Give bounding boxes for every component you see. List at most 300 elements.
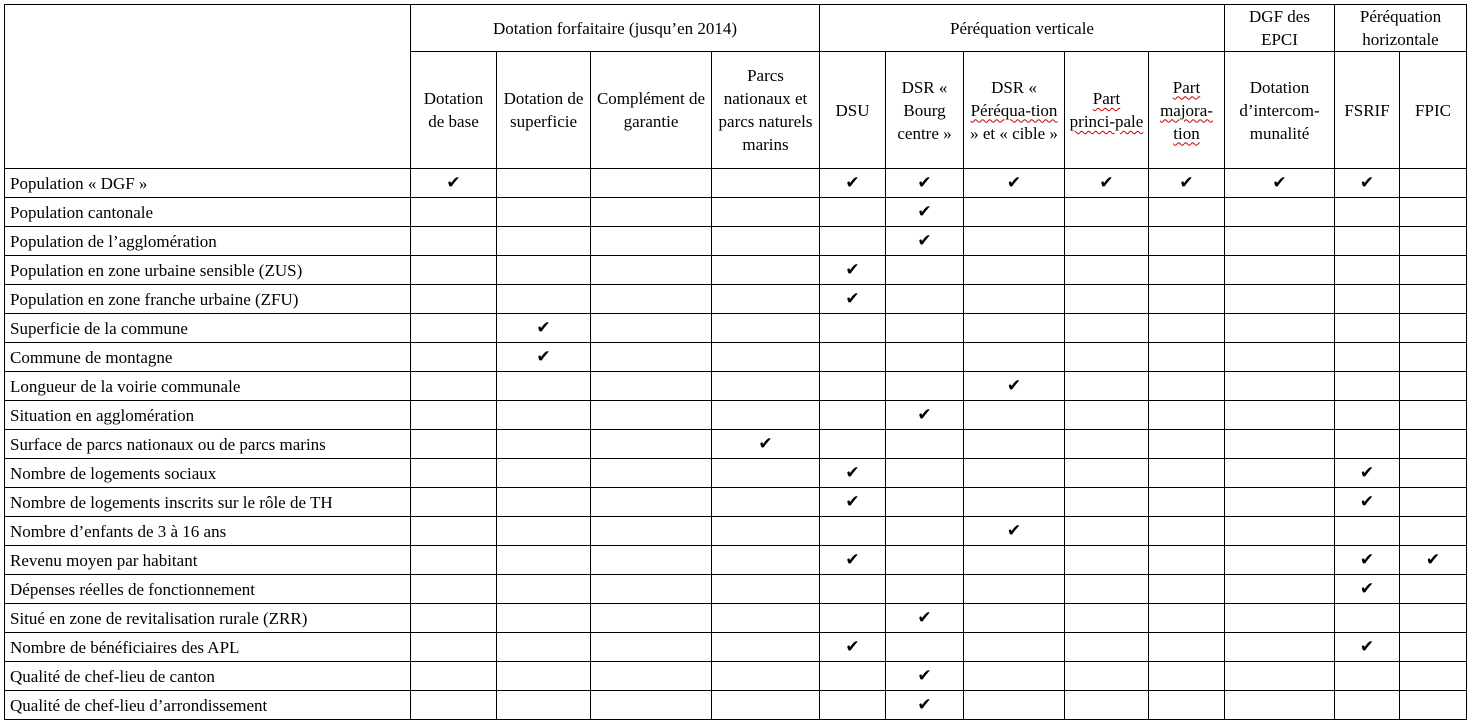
table-cell	[1065, 517, 1149, 546]
check-icon: ✔	[1359, 173, 1375, 193]
table-cell	[1149, 198, 1225, 227]
table-cell	[1225, 546, 1335, 575]
table-cell	[712, 459, 820, 488]
table-row	[5, 633, 1467, 662]
table-row	[5, 372, 1467, 401]
table-cell	[964, 169, 1065, 198]
table-cell	[820, 517, 886, 546]
table-cell	[1149, 430, 1225, 459]
table-cell	[591, 169, 712, 198]
group-header-perequation-verticale: Péréquation verticale	[820, 5, 1225, 52]
table-cell	[1335, 198, 1400, 227]
table-cell	[712, 662, 820, 691]
table-cell	[411, 372, 497, 401]
table-cell	[1149, 256, 1225, 285]
check-icon: ✔	[1359, 463, 1375, 483]
check-icon: ✔	[1425, 550, 1441, 570]
table-cell	[964, 546, 1065, 575]
table-cell	[886, 604, 964, 633]
table-cell	[1149, 372, 1225, 401]
table-cell	[712, 633, 820, 662]
table-cell	[1400, 488, 1467, 517]
table-cell	[1065, 169, 1149, 198]
table-cell	[1400, 691, 1467, 720]
table-cell	[820, 343, 886, 372]
table-cell	[820, 227, 886, 256]
table-cell	[591, 256, 712, 285]
table-cell	[591, 343, 712, 372]
table-cell	[820, 488, 886, 517]
table-cell	[1225, 256, 1335, 285]
table-cell	[1149, 633, 1225, 662]
table-cell	[497, 285, 591, 314]
table-cell	[964, 575, 1065, 604]
row-label: Revenu moyen par habitant	[5, 546, 411, 575]
table-cell	[1335, 314, 1400, 343]
table-cell	[712, 488, 820, 517]
table-cell	[591, 488, 712, 517]
table-cell	[820, 372, 886, 401]
table-cell	[1400, 256, 1467, 285]
table-cell	[886, 256, 964, 285]
column-header-dsr-bourg-centre: DSR « Bourg centre »	[886, 52, 964, 169]
table-cell	[886, 314, 964, 343]
table-cell	[820, 314, 886, 343]
table-cell	[886, 430, 964, 459]
table-cell	[1225, 314, 1335, 343]
table-row	[5, 662, 1467, 691]
check-icon: ✔	[845, 289, 860, 309]
table-cell	[1335, 169, 1400, 198]
table-cell	[1225, 198, 1335, 227]
table-cell	[1149, 169, 1225, 198]
table-cell	[886, 517, 964, 546]
table-cell	[411, 227, 497, 256]
table-cell	[1065, 285, 1149, 314]
row-label: Situé en zone de revitalisation rurale (ZRR)	[5, 604, 411, 633]
column-header-dotation-intercommunalite: Dotation d’intercom-munalité	[1225, 52, 1335, 169]
check-icon: ✔	[1359, 550, 1375, 570]
table-row	[5, 256, 1467, 285]
table-cell	[1400, 546, 1467, 575]
table-cell	[591, 517, 712, 546]
table-cell	[1400, 401, 1467, 430]
table-cell	[886, 169, 964, 198]
table-cell	[497, 430, 591, 459]
table-cell	[591, 633, 712, 662]
table-cell	[1225, 517, 1335, 546]
table-cell	[1065, 546, 1149, 575]
check-icon: ✔	[845, 637, 860, 657]
row-label: Commune de montagne	[5, 343, 411, 372]
table-cell	[1400, 459, 1467, 488]
table-row	[5, 459, 1467, 488]
table-cell	[497, 459, 591, 488]
row-label: Population en zone franche urbaine (ZFU)	[5, 285, 411, 314]
table-cell	[712, 227, 820, 256]
check-icon: ✔	[917, 666, 932, 686]
table-row	[5, 227, 1467, 256]
table-cell	[497, 604, 591, 633]
table-cell	[1225, 633, 1335, 662]
table-cell	[1225, 169, 1335, 198]
table-cell	[1335, 256, 1400, 285]
row-label: Qualité de chef-lieu d’arrondissement	[5, 691, 411, 720]
check-icon: ✔	[758, 434, 773, 454]
row-label: Population « DGF »	[5, 169, 411, 198]
table-cell	[497, 169, 591, 198]
table-cell	[1065, 633, 1149, 662]
table-cell	[964, 314, 1065, 343]
table-row	[5, 488, 1467, 517]
table-cell	[886, 575, 964, 604]
row-label: Longueur de la voirie communale	[5, 372, 411, 401]
table-cell	[964, 430, 1065, 459]
table-cell	[1225, 691, 1335, 720]
table-cell	[1149, 517, 1225, 546]
column-header-fsrif: FSRIF	[1335, 52, 1400, 169]
check-icon: ✔	[917, 405, 932, 425]
row-label: Population cantonale	[5, 198, 411, 227]
table-cell	[1225, 575, 1335, 604]
table-cell	[1335, 401, 1400, 430]
table-cell	[1149, 401, 1225, 430]
table-cell	[411, 198, 497, 227]
table-cell	[1149, 227, 1225, 256]
table-cell	[591, 604, 712, 633]
table-row	[5, 691, 1467, 720]
check-icon: ✔	[1272, 173, 1287, 193]
table-cell	[1335, 575, 1400, 604]
table-cell	[497, 227, 591, 256]
table-cell	[886, 546, 964, 575]
table-row	[5, 343, 1467, 372]
table-cell	[1335, 430, 1400, 459]
table-cell	[712, 256, 820, 285]
table-cell	[411, 169, 497, 198]
group-header-dotation-forfaitaire: Dotation forfaitaire (jusqu’en 2014)	[411, 5, 820, 52]
table-cell	[1335, 517, 1400, 546]
check-icon: ✔	[1359, 492, 1375, 512]
table-cell	[1149, 575, 1225, 604]
table-cell	[964, 227, 1065, 256]
table-cell	[1065, 401, 1149, 430]
dsr-perequation-word: Péréqua-tion	[970, 100, 1058, 120]
check-icon: ✔	[917, 695, 932, 715]
table-row	[5, 169, 1467, 198]
table-cell	[497, 198, 591, 227]
table-cell	[820, 430, 886, 459]
table-cell	[411, 314, 497, 343]
table-cell	[1335, 633, 1400, 662]
table-cell	[886, 227, 964, 256]
table-cell	[411, 517, 497, 546]
table-cell	[411, 691, 497, 720]
check-icon: ✔	[845, 260, 860, 280]
table-cell	[591, 575, 712, 604]
table-cell	[820, 169, 886, 198]
table-cell	[411, 604, 497, 633]
part-principale-text: Part princi-pale	[1069, 89, 1144, 131]
table-cell	[411, 662, 497, 691]
column-header-dsr-perequation-cible	[964, 52, 1065, 169]
table-cell	[591, 430, 712, 459]
table-cell	[964, 343, 1065, 372]
table-cell	[591, 198, 712, 227]
table-cell	[1225, 285, 1335, 314]
table-row	[5, 575, 1467, 604]
table-row	[5, 517, 1467, 546]
table-cell	[1400, 314, 1467, 343]
table-cell	[1225, 401, 1335, 430]
table-cell	[1065, 198, 1149, 227]
table-cell	[712, 314, 820, 343]
table-row	[5, 430, 1467, 459]
table-cell	[497, 662, 591, 691]
table-cell	[497, 488, 591, 517]
table-cell	[820, 546, 886, 575]
table-cell	[964, 198, 1065, 227]
table-cell	[886, 662, 964, 691]
criteria-table	[4, 4, 1467, 720]
table-cell	[411, 430, 497, 459]
table-cell	[1149, 662, 1225, 691]
check-icon: ✔	[845, 492, 860, 512]
table-cell	[886, 285, 964, 314]
table-row	[5, 285, 1467, 314]
table-cell	[820, 198, 886, 227]
table-cell	[497, 575, 591, 604]
table-cell	[820, 633, 886, 662]
table-cell	[1065, 430, 1149, 459]
table-cell	[820, 662, 886, 691]
row-label: Superficie de la commune	[5, 314, 411, 343]
table-cell	[820, 256, 886, 285]
row-label: Surface de parcs nationaux ou de parcs marins	[5, 430, 411, 459]
table-cell	[1225, 227, 1335, 256]
table-cell	[497, 633, 591, 662]
row-label: Situation en agglomération	[5, 401, 411, 430]
table-cell	[591, 662, 712, 691]
check-icon: ✔	[1099, 173, 1114, 193]
table-cell	[1225, 343, 1335, 372]
table-cell	[591, 314, 712, 343]
table-cell	[1065, 343, 1149, 372]
table-cell	[411, 285, 497, 314]
table-cell	[1335, 343, 1400, 372]
table-row	[5, 546, 1467, 575]
column-header-dsu: DSU	[820, 52, 886, 169]
table-cell	[886, 198, 964, 227]
group-header-perequation-horizontale: Péréquation horizontale	[1335, 5, 1467, 52]
table-cell	[820, 285, 886, 314]
table-cell	[886, 459, 964, 488]
table-cell	[1400, 430, 1467, 459]
table-cell	[497, 517, 591, 546]
table-cell	[712, 575, 820, 604]
row-label: Population en zone urbaine sensible (ZUS)	[5, 256, 411, 285]
table-cell	[1065, 662, 1149, 691]
table-cell	[1335, 604, 1400, 633]
check-icon: ✔	[1006, 521, 1022, 541]
header-group-row	[5, 5, 1467, 52]
table-cell	[1065, 227, 1149, 256]
table-cell	[411, 343, 497, 372]
table-cell	[411, 459, 497, 488]
check-icon: ✔	[536, 347, 551, 367]
table-cell	[1400, 169, 1467, 198]
table-cell	[591, 459, 712, 488]
table-cell	[1149, 314, 1225, 343]
table-cell	[1335, 459, 1400, 488]
table-cell	[964, 691, 1065, 720]
table-cell	[497, 314, 591, 343]
table-cell	[1335, 662, 1400, 691]
table-cell	[411, 633, 497, 662]
table-cell	[1149, 488, 1225, 517]
table-body	[5, 169, 1467, 720]
table-cell	[497, 546, 591, 575]
table-cell	[1400, 227, 1467, 256]
table-cell	[497, 343, 591, 372]
table-cell	[886, 633, 964, 662]
table-cell	[886, 343, 964, 372]
table-cell	[1335, 488, 1400, 517]
column-header-complement-garantie: Complément de garantie	[591, 52, 712, 169]
column-header-dotation-base: Dotation de base	[411, 52, 497, 169]
table-cell	[411, 256, 497, 285]
table-cell	[1335, 227, 1400, 256]
table-cell	[591, 691, 712, 720]
table-cell	[886, 488, 964, 517]
table-cell	[1400, 662, 1467, 691]
table-cell	[1065, 372, 1149, 401]
table-cell	[1149, 343, 1225, 372]
table-cell	[964, 662, 1065, 691]
table-cell	[820, 401, 886, 430]
table-cell	[964, 604, 1065, 633]
table-cell	[1225, 430, 1335, 459]
column-header-dotation-superficie: Dotation de superficie	[497, 52, 591, 169]
table-cell	[1225, 372, 1335, 401]
table-cell	[411, 546, 497, 575]
table-cell	[1400, 343, 1467, 372]
table-cell	[712, 169, 820, 198]
table-cell	[591, 227, 712, 256]
check-icon: ✔	[917, 608, 932, 628]
table-row	[5, 401, 1467, 430]
table-cell	[497, 401, 591, 430]
table-cell	[712, 604, 820, 633]
table-cell	[591, 401, 712, 430]
header-corner-cell	[5, 5, 411, 169]
table-row	[5, 314, 1467, 343]
table-cell	[886, 691, 964, 720]
table-cell	[712, 517, 820, 546]
check-icon: ✔	[845, 463, 860, 483]
table-cell	[1149, 691, 1225, 720]
table-cell	[1065, 256, 1149, 285]
table-cell	[1335, 372, 1400, 401]
table-cell	[886, 372, 964, 401]
table-cell	[1335, 691, 1400, 720]
table-row	[5, 604, 1467, 633]
check-icon: ✔	[536, 318, 551, 338]
table-cell	[1335, 546, 1400, 575]
row-label: Population de l’agglomération	[5, 227, 411, 256]
table-cell	[820, 459, 886, 488]
table-cell	[591, 285, 712, 314]
table-cell	[591, 546, 712, 575]
table-cell	[1335, 285, 1400, 314]
table-cell	[497, 256, 591, 285]
column-header-fpic: FPIC	[1400, 52, 1467, 169]
row-label: Nombre de bénéficiaires des APL	[5, 633, 411, 662]
table-cell	[712, 430, 820, 459]
table-cell	[712, 546, 820, 575]
column-header-part-majoration	[1149, 52, 1225, 169]
table-cell	[712, 198, 820, 227]
table-cell	[1149, 604, 1225, 633]
table-cell	[1400, 633, 1467, 662]
table-cell	[1065, 314, 1149, 343]
table-cell	[820, 575, 886, 604]
check-icon: ✔	[845, 173, 860, 193]
table-row	[5, 198, 1467, 227]
table-cell	[411, 401, 497, 430]
check-icon: ✔	[446, 173, 461, 193]
part-majoration-text: Part majora-tion	[1160, 77, 1213, 143]
table-cell	[964, 401, 1065, 430]
table-cell	[1400, 285, 1467, 314]
table-cell	[1065, 575, 1149, 604]
table-cell	[964, 517, 1065, 546]
table-cell	[1225, 488, 1335, 517]
table-cell	[820, 604, 886, 633]
column-header-parcs: Parcs nationaux et parcs naturels marins	[712, 52, 820, 169]
table-cell	[1149, 459, 1225, 488]
row-label: Qualité de chef-lieu de canton	[5, 662, 411, 691]
table-cell	[497, 691, 591, 720]
column-header-part-principale	[1065, 52, 1149, 169]
row-label: Nombre d’enfants de 3 à 16 ans	[5, 517, 411, 546]
table-cell	[886, 401, 964, 430]
table-cell	[1400, 198, 1467, 227]
table-cell	[497, 372, 591, 401]
table-cell	[712, 285, 820, 314]
table-cell	[964, 459, 1065, 488]
table-cell	[712, 372, 820, 401]
table-cell	[964, 488, 1065, 517]
table-cell	[1225, 662, 1335, 691]
table-cell	[712, 401, 820, 430]
check-icon: ✔	[1006, 173, 1022, 193]
check-icon: ✔	[1359, 637, 1375, 657]
check-icon: ✔	[1006, 376, 1022, 396]
table-cell	[1400, 372, 1467, 401]
table-cell	[964, 256, 1065, 285]
table-cell	[1149, 546, 1225, 575]
table-cell	[820, 691, 886, 720]
check-icon: ✔	[1359, 579, 1375, 599]
table-cell	[1065, 459, 1149, 488]
table-cell	[1065, 488, 1149, 517]
table-cell	[1065, 604, 1149, 633]
table-cell	[1400, 517, 1467, 546]
table-cell	[712, 691, 820, 720]
check-icon: ✔	[917, 231, 932, 251]
table-cell	[1400, 575, 1467, 604]
